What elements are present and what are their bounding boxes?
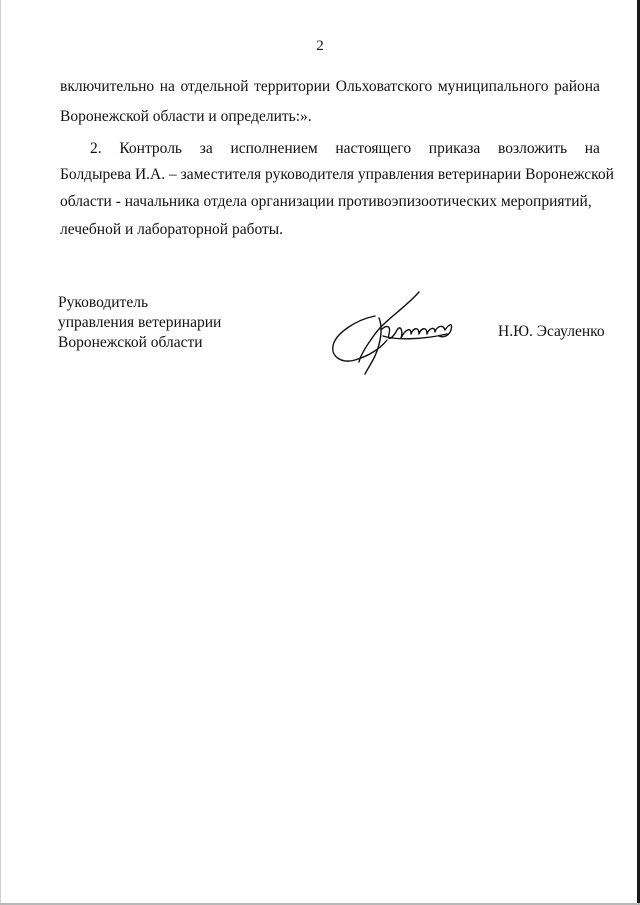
item-2-line-3: области - начальника отдела организации противоэпизоотических мероприятий, — [60, 193, 592, 210]
signer-name: Н.Ю. Эсауленко — [498, 323, 605, 340]
position-line-3: Воронежской области — [58, 334, 203, 351]
signature-position — [58, 293, 221, 353]
word: 2. — [90, 140, 102, 157]
word: за — [199, 140, 213, 157]
word: приказа — [428, 140, 481, 157]
word: на — [584, 140, 600, 157]
page-number: 2 — [316, 38, 324, 54]
handwritten-signature — [325, 290, 465, 375]
word: включительно — [60, 78, 155, 95]
word: отдельной — [180, 78, 249, 95]
position-line-2: управления ветеринарии — [58, 314, 222, 331]
word: на — [159, 78, 175, 95]
scan-edge-left — [0, 0, 1, 905]
word: возложить — [498, 140, 568, 157]
item-2-line-4: лечебной и лабораторной работы. — [60, 221, 284, 238]
word: Контроль — [119, 140, 183, 157]
word: исполнением — [230, 140, 318, 157]
word: территории — [254, 78, 331, 95]
paragraph-line-1 — [60, 78, 600, 96]
word: Ольховатского — [335, 78, 433, 95]
word: настоящего — [335, 140, 412, 157]
position-line-1: Руководитель — [58, 294, 149, 311]
word: района — [554, 78, 600, 95]
item-2-line-1 — [90, 140, 600, 158]
item-2-line-2: Болдырева И.А. – заместителя руководителя управления ветеринарии Воронежской — [60, 166, 614, 183]
paragraph-line-2: Воронежской области и определить:». — [60, 108, 312, 125]
word: муниципального — [437, 78, 549, 95]
